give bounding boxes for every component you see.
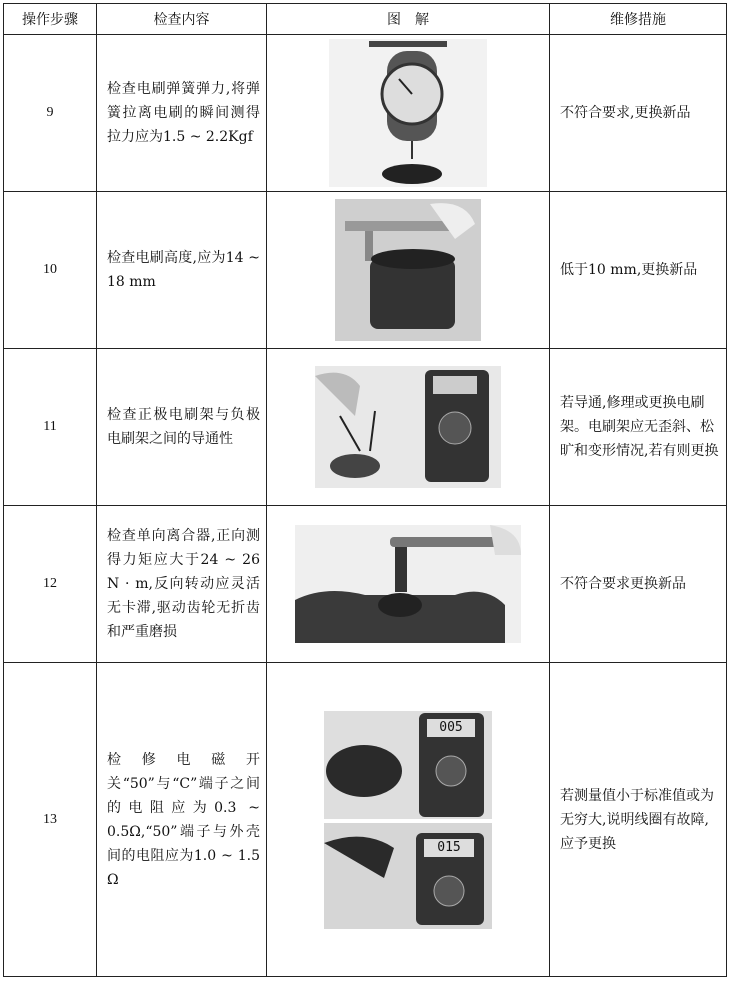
diagram-cell	[267, 192, 550, 349]
table-row	[4, 663, 727, 977]
inspection-content: 检查单向离合器,正向测得力矩应大于24 ~ 26 N · m,反向转动应灵活无卡滞,驱动齿轮无折齿和严重磨损	[97, 506, 267, 663]
solenoid-multimeter-photos	[324, 711, 492, 929]
step-number: 10	[4, 192, 97, 349]
step-number: 11	[4, 349, 97, 506]
multimeter-photo-top	[324, 711, 492, 819]
multimeter-brush-holder-photo	[315, 366, 501, 488]
repair-measure: 若测量值小于标准值或为无穷大,说明线圈有故障,应予更换	[550, 663, 727, 977]
step-number: 13	[4, 663, 97, 977]
header-diagram: 图 解	[267, 4, 550, 35]
header-measure: 维修措施	[550, 4, 727, 35]
header-step: 操作步骤	[4, 4, 97, 35]
step-number: 9	[4, 35, 97, 192]
meter-reading: 015	[437, 839, 461, 855]
inspection-content: 检查正极电刷架与负极电刷架之间的导通性	[97, 349, 267, 506]
table-row	[4, 192, 727, 349]
inspection-content: 检查电刷弹簧弹力,将弹簧拉离电刷的瞬间测得拉力应为1.5 ~ 2.2Kgf	[97, 35, 267, 192]
repair-measure: 低于10 mm,更换新品	[550, 192, 727, 349]
table-row	[4, 506, 727, 663]
torque-wrench-photo	[295, 525, 521, 643]
header-content: 检查内容	[97, 4, 267, 35]
repair-measure: 若导通,修理或更换电刷架。电刷架应无歪斜、松旷和变形情况,若有则更换	[550, 349, 727, 506]
header-row	[4, 4, 727, 35]
diagram-cell	[267, 506, 550, 663]
diagram-cell	[267, 663, 550, 977]
inspection-content: 检修电磁开关“50”与“C”端子之间的电阻应为0.3 ~ 0.5Ω,“50”端子与外壳间的电阻应为1.0 ~ 1.5 Ω	[97, 663, 267, 977]
table-row	[4, 35, 727, 192]
inspection-table	[3, 3, 727, 977]
spring-scale-photo	[329, 39, 487, 187]
meter-reading: 005	[439, 719, 463, 735]
repair-measure: 不符合要求更换新品	[550, 506, 727, 663]
caliper-photo	[335, 199, 481, 341]
multimeter-photo-bottom	[324, 823, 492, 929]
diagram-cell	[267, 35, 550, 192]
repair-measure: 不符合要求,更换新品	[550, 35, 727, 192]
diagram-cell	[267, 349, 550, 506]
step-number: 12	[4, 506, 97, 663]
inspection-content: 检查电刷高度,应为14 ~ 18 mm	[97, 192, 267, 349]
table-row	[4, 349, 727, 506]
